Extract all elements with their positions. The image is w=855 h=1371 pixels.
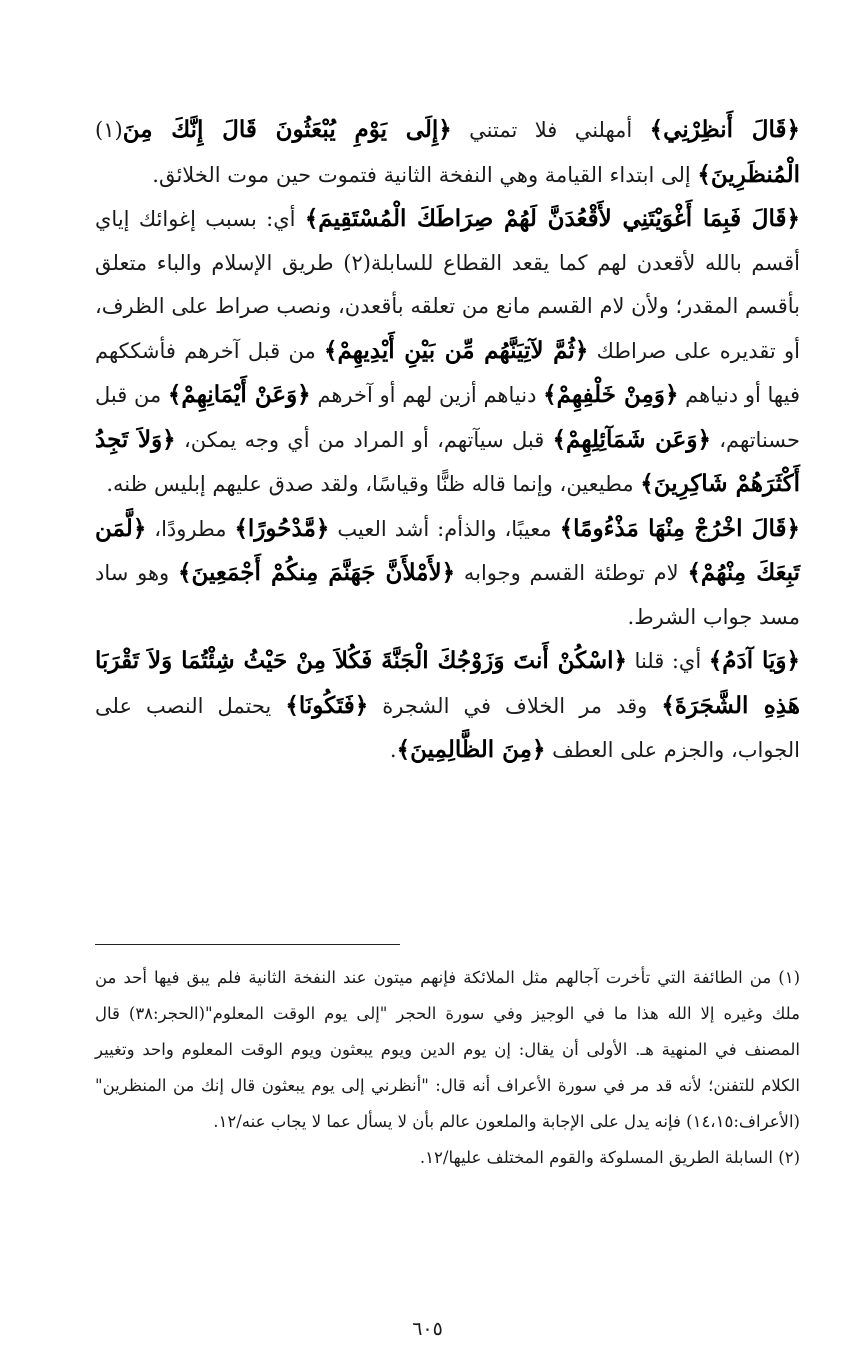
quran-quote: ﴿وَيَا آدَمُ﴾: [708, 647, 800, 674]
main-text: [95, 108, 800, 773]
quran-quote: الْمُنظَرِينَ﴾: [697, 160, 800, 188]
commentary-text: من قبل آخرهم فأشككهم فيها أو دنياهم: [95, 338, 800, 407]
commentary-text: وهو ساد مسد جواب الشرط.: [95, 561, 800, 629]
commentary-text: أي: قلنا: [627, 649, 709, 673]
quran-quote: ﴿وَمِنْ خَلْفِهِمْ﴾: [543, 381, 679, 408]
commentary-text: يحتمل النصب على الجواب، والجزم على العطف: [95, 693, 800, 762]
quran-quote: ﴿وَلاَ تَجِدُ أَكْثَرَهُمْ شَاكِرِينَ﴾: [95, 425, 800, 497]
commentary-text: مطيعين، وإنما قاله ظنًّا وقياسًا، ولقد صدق عليهم إبليس ظنه.: [106, 472, 641, 496]
quran-quote: ﴿ثُمَّ لآتِيَنَّهُم مِّن بَيْنِ أَيْدِيهِمْ﴾: [324, 336, 589, 364]
quran-quote: ﴿قَالَ فَبِمَا أَغْوَيْتَنِي لأَقْعُدَنَّ لَهُمْ صِرَاطَكَ الْمُسْتَقِيمَ﴾: [304, 205, 800, 232]
footnote-1: (١) من الطائفة التي تأخرت آجالهم مثل الملائكة فإنهم ميتون عند النفخة الثانية فلم يبق فيها أحد من ملك وغيره إلا الله هذا ما في الوجيز وفي سورة الحجر "إلى يوم الوقت المعلوم"(الحجر:٣٨) قال المصنف في المنهية هـ. الأولى أن يقال: إن يوم الدين ويوم يبعثون ويوم الوقت المعلوم واحد وتغيير الكلام للتفنن؛ لأنه قد مر في سورة الأعراف أنه قال: "أنظرني إلى يوم يبعثون قال إنك من المنظرين"(الأعراف:١٤،١٥) فإنه يدل على الإجابة والملعون عالم بأن لا يسأل عما لا يجاب عنه/١٢.: [95, 968, 800, 1131]
quran-quote: ﴿اسْكُنْ أَنتَ وَزَوْجُكَ الْجَنَّةَ فَكُلاَ مِنْ حَيْثُ شِئْتُمَا وَلاَ تَقْرَبَا هَذِهِ الشَّجَرَةَ﴾: [95, 647, 800, 719]
paragraph: [95, 108, 800, 197]
footnote-separator: [95, 944, 400, 945]
quran-quote: ﴿قَالَ اخْرُجْ مِنْهَا مَذْءُومًا﴾: [559, 514, 800, 542]
quran-quote: ﴿لأَمْلأَنَّ جَهَنَّمَ مِنكُمْ أَجْمَعِينَ﴾: [177, 559, 456, 586]
commentary-text: مطرودًا،: [146, 516, 235, 541]
commentary-text: قبل سيآتهم، أو المراد من أي وجه يمكن،: [175, 427, 553, 452]
commentary-text: دنياهم أزين لهم أو آخرهم: [310, 383, 544, 407]
commentary-text: معيبًا، والذأم: أشد العيب: [329, 516, 560, 541]
commentary-text: وقد مر الخلاف في الشجرة: [368, 693, 662, 718]
quran-quote: ﴿مَّدْحُورًا﴾: [234, 514, 330, 542]
commentary-text: طريق الإسلام والباء متعلق بأقسم المقدر؛ ولأن لام القسم مانع من تعلقه بأقعدن، ونصب صراط على الظرف، أو تقديره على صراطك: [95, 250, 800, 363]
footnotes: [95, 960, 800, 1176]
quran-quote: ﴿مِنَ الظَّالِمِينَ﴾: [396, 736, 546, 763]
commentary-text: أمهلني فلا تمتني: [451, 118, 650, 142]
commentary-text: من قبل حسناتهم،: [95, 383, 800, 452]
commentary-text: .: [389, 738, 397, 762]
paragraph: [95, 639, 800, 773]
commentary-text: (١): [95, 118, 123, 142]
quran-quote: ﴿وَعَنْ أَيْمَانِهِمْ﴾: [167, 381, 311, 408]
footnote-2: (٢) السابلة الطريق المسلوكة والقوم المختلف عليها/١٢.: [419, 1148, 800, 1167]
quran-quote: ﴿قَالَ أَنظِرْنِي﴾: [649, 116, 800, 143]
commentary-text: إلى ابتداء القيامة وهي النفخة الثانية فتموت حين موت الخلائق.: [152, 162, 698, 187]
quran-quote: ﴿لَّمَن تَبِعَكَ مِنْهُمْ﴾: [95, 514, 801, 586]
page-number: ٦٠٥: [412, 1318, 443, 1340]
commentary-text: أي: بسبب إغوائك إياي أقسم بالله لأقعدن لهم كما يقعد القطاع للسابلة: [95, 207, 801, 275]
paragraph: [95, 197, 800, 507]
commentary-text: (٢): [343, 250, 371, 275]
quran-quote: ﴿وَعَن شَمَآئِلِهِمْ﴾: [552, 425, 711, 453]
commentary-text: لام توطئة القسم وجوابه: [455, 561, 688, 585]
quran-quote: ﴿فَتَكُونَا﴾: [285, 691, 369, 719]
quran-quote: ﴿إِلَى يَوْمِ يُبْعَثُونَ قَالَ إِنَّكَ مِنَ: [122, 116, 452, 143]
paragraph: [95, 507, 800, 640]
